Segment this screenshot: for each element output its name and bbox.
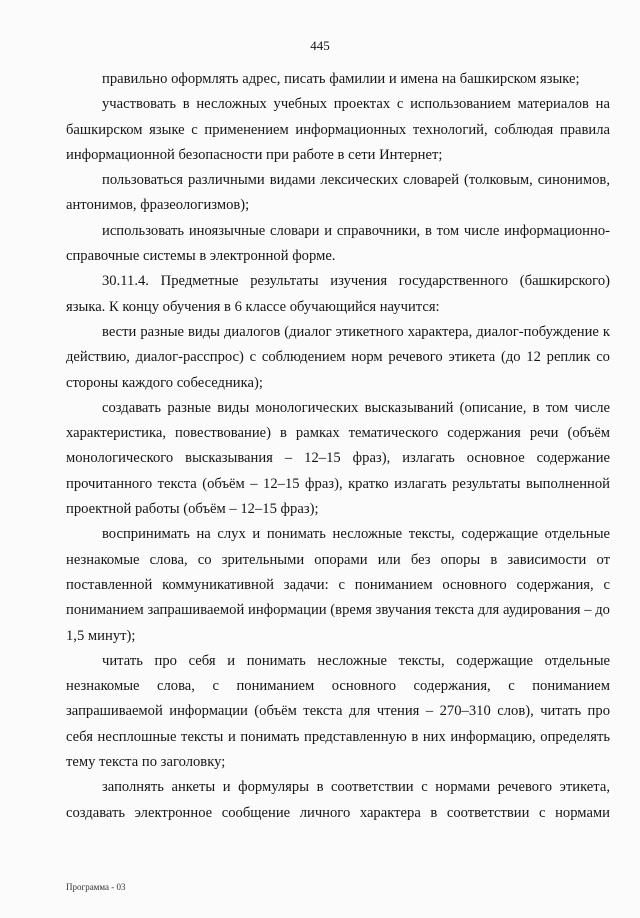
document-body bbox=[66, 67, 610, 826]
page-number: 445 bbox=[310, 38, 330, 53]
paragraph-forms: заполнять анкеты и формуляры в соответствии с нормами речевого этикета, создавать электронное сообщение личного характера в соответствии с нормами bbox=[66, 779, 610, 821]
paragraph-reading: читать про себя и понимать несложные тексты, содержащие отдельные незнакомые слова, с пониманием основного содержания, с пониманием запрашиваемой информации (объём текста для чтения – 270–310 слов), читать про себя несплошные тексты и понимать представленную в них информацию, определять тему текста по заголовку; bbox=[66, 652, 610, 771]
paragraph-projects: участвовать в несложных учебных проектах с использованием материалов на башкирском языке с применением информационных технологий, соблюдая правила информационной безопасности при работе в сети Интернет; bbox=[66, 96, 610, 163]
paragraph-listening: воспринимать на слух и понимать несложные тексты, содержащие отдельные незнакомые слова, со зрительными опорами или без опоры в зависимости от поставленной коммуникативной задачи: с пониманием основного содержания, с пониманием запрашиваемой информации (время звучания текста для аудирования – до 1,5 минут); bbox=[66, 526, 610, 644]
paragraph-foreign-dictionaries: использовать иноязычные словари и справочники, в том числе информационно-справочные системы в электронной форме. bbox=[66, 222, 610, 265]
paragraph-section-heading: 30.11.4. Предметные результаты изучения государственного (башкирского) языка. К концу обучения в 6 классе обучающийся научится: bbox=[66, 273, 610, 315]
paragraph-dialogues: вести разные виды диалогов (диалог этикетного характера, диалог-побуждение к действию, диалог-расспрос) с соблюдением норм речевого этикета (до 12 реплик со стороны каждого собеседника); bbox=[66, 323, 610, 391]
paragraph-dictionaries: пользоваться различными видами лексических словарей (толковым, синонимов, антонимов, фразеологизмов); bbox=[66, 172, 610, 214]
footer-note: Программа - 03 bbox=[66, 882, 126, 892]
paragraph-monologues: создавать разные виды монологических высказываний (описание, в том числе характеристика, повествование) в рамках тематического содержания речи (объём монологического высказывания – 12–15 фраз), излагать основное содержание прочитанного текста (объём – 12–15 фраз), кратко излагать результаты выполненной проектной работы (объём – 12–15 фраз); bbox=[66, 399, 610, 518]
paragraph-address: правильно оформлять адрес, писать фамилии и имена на башкирском языке; bbox=[102, 71, 580, 87]
